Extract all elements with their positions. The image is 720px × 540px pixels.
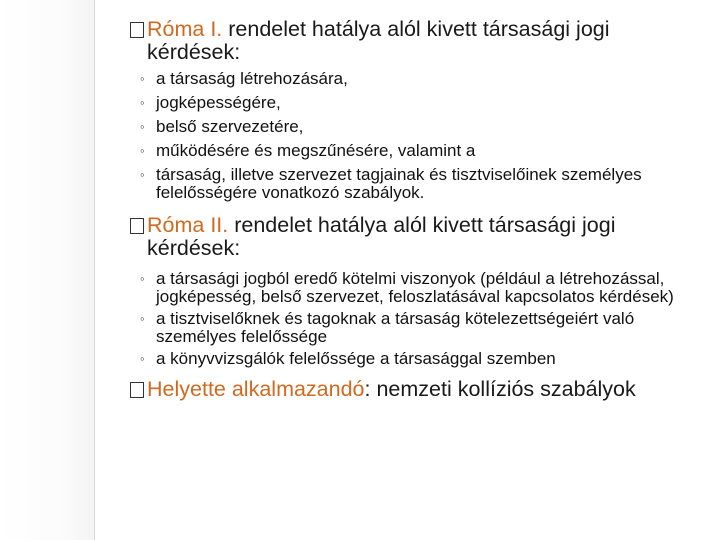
list-item	[130, 166, 705, 202]
circle-bullet-icon: ◦	[140, 167, 145, 182]
checkbox-bullet-icon	[130, 22, 144, 38]
checkbox-bullet-icon	[130, 218, 144, 234]
item-heading-text: rendelet hatálya alól kivett társasági jogi kérdések:	[147, 17, 610, 64]
list-item-text: a tisztviselőknek és tagoknak a társaság kötelezettségeiért való személyes felelőssége	[156, 309, 635, 346]
list-item	[130, 70, 705, 88]
list-item	[130, 142, 705, 160]
left-decorative-panel	[0, 0, 95, 540]
list-item	[130, 118, 705, 136]
list-item-text: működésére és megszűnésére, valamint a	[156, 141, 476, 160]
list-item-text: a társasági jogból eredő kötelmi viszonyok (például a létrehozással, jogképesség, belső szervezet, feloszlatásával kapcsolatos kérdések)	[156, 269, 674, 306]
bullet-item-alternative	[130, 378, 705, 401]
circle-bullet-icon: ◦	[140, 351, 145, 366]
bullet-item-rome-ii	[130, 214, 705, 260]
list-item	[130, 94, 705, 112]
slide-content	[130, 18, 705, 401]
list-item-text: társaság, illetve szervezet tagjainak és tisztviselőinek személyes felelősségére vonatkozó szabályok.	[156, 165, 642, 202]
sublist-rome-ii	[130, 270, 705, 368]
item-heading-accent: Róma I.	[147, 17, 223, 41]
list-item-text: jogképességére,	[156, 93, 281, 112]
list-item	[130, 270, 705, 306]
circle-bullet-icon: ◦	[140, 95, 145, 110]
circle-bullet-icon: ◦	[140, 143, 145, 158]
list-item	[130, 350, 705, 368]
list-item-text: a könyvvizsgálók felelőssége a társasággal szemben	[156, 349, 556, 368]
sublist-rome-i	[130, 70, 705, 202]
bullet-item-rome-i	[130, 18, 705, 64]
item-heading-text: : nemzeti kollíziós szabályok	[364, 377, 636, 401]
checkbox-bullet-icon	[130, 382, 144, 398]
list-item	[130, 310, 705, 346]
item-heading-accent: Helyette alkalmazandó	[147, 377, 365, 401]
list-item-text: belső szervezetére,	[156, 117, 304, 136]
list-item-text: a társaság létrehozására,	[156, 69, 348, 88]
item-heading-text: rendelet hatálya alól kivett társasági jogi kérdések:	[147, 213, 616, 260]
circle-bullet-icon: ◦	[140, 119, 145, 134]
circle-bullet-icon: ◦	[140, 71, 145, 86]
item-heading-accent: Róma II.	[147, 213, 229, 237]
circle-bullet-icon: ◦	[140, 271, 145, 286]
circle-bullet-icon: ◦	[140, 311, 145, 326]
